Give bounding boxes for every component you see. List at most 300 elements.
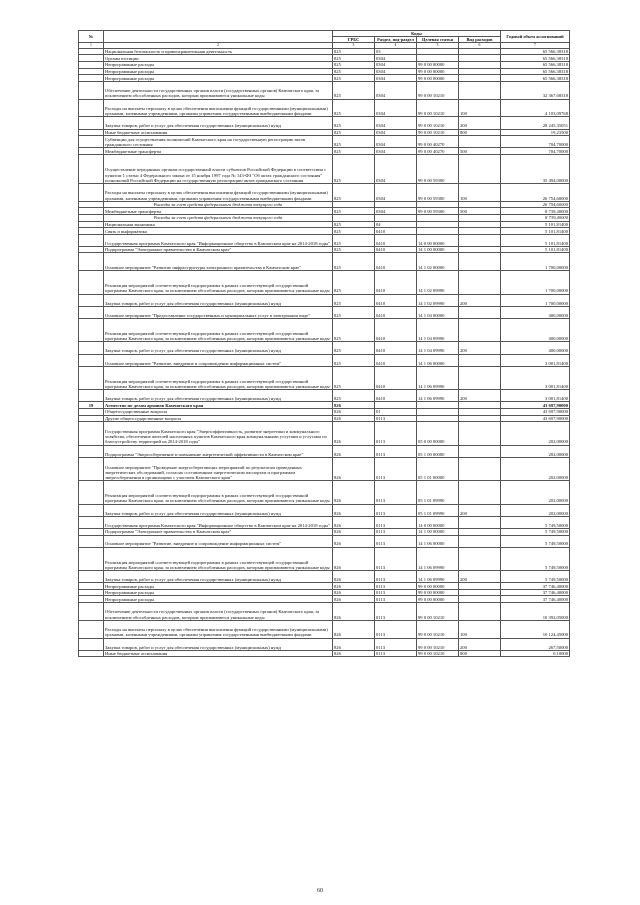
item-name: Расходы на выплаты персоналу в целях обеспечения выполнения функций государственными (муниципальными) органами, казенными учреждениями, органами управления государственными внебюджетными фондами bbox=[104, 183, 333, 201]
row-number bbox=[79, 547, 104, 570]
grbs-code: 826 bbox=[333, 620, 375, 638]
row-number bbox=[79, 246, 104, 253]
expense-type-code bbox=[459, 253, 501, 271]
table-row bbox=[79, 408, 570, 415]
grbs-code: 825 bbox=[333, 55, 375, 62]
target-code bbox=[417, 221, 459, 228]
table-row bbox=[79, 528, 570, 535]
section-code: 0410 bbox=[375, 228, 417, 235]
grbs-code: 825 bbox=[333, 294, 375, 306]
section-code: 01 bbox=[375, 408, 417, 415]
item-name: Непрограммные расходы bbox=[104, 68, 333, 75]
expense-type-code bbox=[459, 306, 501, 318]
section-code: 0304 bbox=[375, 183, 417, 201]
table-row bbox=[79, 354, 570, 366]
item-name: Основное мероприятие "Предоставление государственных и муниципальных услуг в электронном виде" bbox=[104, 306, 333, 318]
expense-type-code: 200 bbox=[459, 342, 501, 354]
budget-table bbox=[78, 30, 570, 657]
expense-type-code bbox=[459, 68, 501, 75]
row-number bbox=[79, 294, 104, 306]
grbs-code: 826 bbox=[333, 547, 375, 570]
section-code: 0304 bbox=[375, 75, 417, 82]
row-number bbox=[79, 208, 104, 215]
row-number bbox=[79, 201, 104, 208]
grbs-code: 825 bbox=[333, 366, 375, 389]
expense-type-code bbox=[459, 589, 501, 596]
expense-type-code bbox=[459, 422, 501, 445]
item-name: Закупка товаров, работ и услуг для обеспечения государственных (муниципальных) нужд bbox=[104, 117, 333, 129]
row-number bbox=[79, 596, 104, 603]
col-index: 2 bbox=[104, 43, 333, 48]
grbs-code: 825 bbox=[333, 390, 375, 402]
amount: 43 697,90000 bbox=[501, 415, 570, 422]
amount: 202,00000 bbox=[501, 422, 570, 445]
target-code bbox=[417, 55, 459, 62]
table-row bbox=[79, 154, 570, 183]
amount: 5 749,50000 bbox=[501, 516, 570, 528]
row-number bbox=[79, 583, 104, 590]
row-number bbox=[79, 516, 104, 528]
item-name: Закупка товаров, работ и услуг для обеспечения государственных (муниципальных) нужд bbox=[104, 638, 333, 650]
target-code: 99 0 00 00000 bbox=[417, 589, 459, 596]
target-code bbox=[417, 201, 459, 208]
section-code: 0304 bbox=[375, 117, 417, 129]
item-name: Непрограммные расходы bbox=[104, 589, 333, 596]
row-number bbox=[79, 183, 104, 201]
target-code: 99 0 00 10210 bbox=[417, 603, 459, 621]
target-code bbox=[417, 228, 459, 235]
amount: 3 001,81400 bbox=[501, 366, 570, 389]
amount: 28 245,35051 bbox=[501, 117, 570, 129]
item-name: Подпрограмма "Энергосбережение и повышение энергетической эффективности в Камчатском крае" bbox=[104, 445, 333, 457]
table-row bbox=[79, 75, 570, 82]
target-code: 99 0 00 10210 bbox=[417, 129, 459, 136]
target-code: 14 1 04 09990 bbox=[417, 342, 459, 354]
section-code bbox=[375, 214, 417, 221]
item-name: Расходы за счет средств федерального бюджета текущего года bbox=[104, 214, 333, 221]
item-name: Субвенции для осуществления полномочий Камчатского края на государственную регистрацию актов гражданского состояния bbox=[104, 136, 333, 148]
item-name: Закупка товаров, работ и услуг для обеспечения государственных (муниципальных) нужд bbox=[104, 571, 333, 583]
amount: 1 700,00000 bbox=[501, 271, 570, 294]
table-row bbox=[79, 81, 570, 99]
row-number bbox=[79, 81, 104, 99]
expense-type-code bbox=[459, 457, 501, 480]
item-name: Реализация мероприятий соответствующей подпрограммы в рамках соответствующей государственной программы Камчатского края, за исключением обособленных расходов, которым присваиваются уникальные коды bbox=[104, 319, 333, 342]
item-name: Закупка товаров, работ и услуг для обеспечения государственных (муниципальных) нужд bbox=[104, 390, 333, 402]
table-row bbox=[79, 402, 570, 409]
grbs-code: 825 bbox=[333, 342, 375, 354]
row-number bbox=[79, 154, 104, 183]
target-code: 99 0 00 40270 bbox=[417, 136, 459, 148]
table-row bbox=[79, 415, 570, 422]
item-name: Органы юстиции bbox=[104, 55, 333, 62]
grbs-code: 825 bbox=[333, 221, 375, 228]
expense-type-code: 200 bbox=[459, 638, 501, 650]
section-code: 03 bbox=[375, 48, 417, 55]
table-row bbox=[79, 596, 570, 603]
section-code: 0410 bbox=[375, 390, 417, 402]
item-name: Иные бюджетные ассигнования bbox=[104, 129, 333, 136]
section-code: 0113 bbox=[375, 596, 417, 603]
table-row bbox=[79, 201, 570, 208]
grbs-code: 826 bbox=[333, 596, 375, 603]
target-code bbox=[417, 402, 459, 409]
table-row bbox=[79, 99, 570, 117]
section-code: 0410 bbox=[375, 246, 417, 253]
target-code: 05 1 01 00000 bbox=[417, 457, 459, 480]
target-code: 99 0 00 00000 bbox=[417, 583, 459, 590]
table-row bbox=[79, 638, 570, 650]
table-row bbox=[79, 583, 570, 590]
table-row bbox=[79, 547, 570, 570]
grbs-code: 826 bbox=[333, 516, 375, 528]
expense-type-code: 800 bbox=[459, 129, 501, 136]
item-name: Расходы на выплаты персоналу в целях обеспечения выполнения функций государственными (муниципальными) органами, казенными учреждениями, органами управления государственными внебюджетными фондами bbox=[104, 620, 333, 638]
grbs-code: 826 bbox=[333, 650, 375, 657]
amount: 267,50000 bbox=[501, 638, 570, 650]
amount: 5 101,81400 bbox=[501, 246, 570, 253]
table-row bbox=[79, 603, 570, 621]
row-number bbox=[79, 603, 104, 621]
grbs-code: 826 bbox=[333, 422, 375, 445]
row-number bbox=[79, 228, 104, 235]
section-code: 0304 bbox=[375, 99, 417, 117]
item-name: Закупка товаров, работ и услуг для обеспечения государственных (муниципальных) нужд bbox=[104, 342, 333, 354]
expense-type-code bbox=[459, 228, 501, 235]
table-row bbox=[79, 294, 570, 306]
row-number bbox=[79, 415, 104, 422]
section-code: 0410 bbox=[375, 342, 417, 354]
row-number bbox=[79, 319, 104, 342]
section-code: 0113 bbox=[375, 571, 417, 583]
amount: 3 001,81400 bbox=[501, 354, 570, 366]
section-code: 0113 bbox=[375, 650, 417, 657]
table-row bbox=[79, 457, 570, 480]
table-row bbox=[79, 535, 570, 547]
row-number bbox=[79, 408, 104, 415]
grbs-code: 826 bbox=[333, 408, 375, 415]
grbs-code: 826 bbox=[333, 445, 375, 457]
target-code: 99 0 00 10210 bbox=[417, 99, 459, 117]
section-code: 0304 bbox=[375, 62, 417, 69]
expense-type-code bbox=[459, 402, 501, 409]
amount: 4 103,09768 bbox=[501, 99, 570, 117]
expense-type-code bbox=[459, 234, 501, 246]
item-name: Подпрограмма "Электронное правительство в Камчатском крае" bbox=[104, 246, 333, 253]
grbs-code: 825 bbox=[333, 208, 375, 215]
table-row bbox=[79, 422, 570, 445]
target-code: 99 0 00 00000 bbox=[417, 75, 459, 82]
amount: 5 749,50000 bbox=[501, 535, 570, 547]
section-code: 0113 bbox=[375, 481, 417, 504]
table-row bbox=[79, 366, 570, 389]
amount: 1 700,00000 bbox=[501, 253, 570, 271]
section-code: 0410 bbox=[375, 366, 417, 389]
expense-type-code bbox=[459, 516, 501, 528]
section-code: 0410 bbox=[375, 354, 417, 366]
row-number bbox=[79, 62, 104, 69]
amount: 37 746,40000 bbox=[501, 596, 570, 603]
grbs-code: 826 bbox=[333, 603, 375, 621]
grbs-code: 825 bbox=[333, 99, 375, 117]
expense-type-code: 200 bbox=[459, 117, 501, 129]
amount: 0,10000 bbox=[501, 650, 570, 657]
target-code bbox=[417, 408, 459, 415]
amount: 65 566,38318 bbox=[501, 48, 570, 55]
target-code: 05 0 00 00000 bbox=[417, 422, 459, 445]
expense-type-code bbox=[459, 55, 501, 62]
section-code: 0113 bbox=[375, 589, 417, 596]
section-code: 0113 bbox=[375, 528, 417, 535]
target-code: 99 0 00 10210 bbox=[417, 638, 459, 650]
section-code: 0410 bbox=[375, 306, 417, 318]
section-code: 0410 bbox=[375, 253, 417, 271]
table-row bbox=[79, 306, 570, 318]
item-name: Государственная программа Камчатского края "Информационное общество в Камчатском крае на 2014-2018 годы" bbox=[104, 234, 333, 246]
amount: 65 566,38318 bbox=[501, 68, 570, 75]
section-code: 0410 bbox=[375, 294, 417, 306]
amount: 704,70000 bbox=[501, 148, 570, 155]
target-code: 14 1 00 00000 bbox=[417, 528, 459, 535]
row-number bbox=[79, 99, 104, 117]
table-row bbox=[79, 246, 570, 253]
table-row bbox=[79, 319, 570, 342]
expense-type-code: 100 bbox=[459, 183, 501, 201]
target-code: 14 1 06 09990 bbox=[417, 366, 459, 389]
grbs-code: 825 bbox=[333, 62, 375, 69]
amount: 5 101,81400 bbox=[501, 228, 570, 235]
row-number bbox=[79, 75, 104, 82]
item-name: Закупка товаров, работ и услуг для обеспечения государственных (муниципальных) нужд bbox=[104, 504, 333, 516]
row-number bbox=[79, 221, 104, 228]
row-number bbox=[79, 117, 104, 129]
target-code: 14 0 00 00000 bbox=[417, 516, 459, 528]
item-name: Закупка товаров, работ и услуг для обеспечения государственных (муниципальных) нужд bbox=[104, 294, 333, 306]
expense-type-code bbox=[459, 603, 501, 621]
expense-type-code bbox=[459, 366, 501, 389]
amount: 37 746,40000 bbox=[501, 589, 570, 596]
section-code: 0113 bbox=[375, 638, 417, 650]
table-row bbox=[79, 214, 570, 221]
grbs-code: 826 bbox=[333, 504, 375, 516]
target-code bbox=[417, 415, 459, 422]
amount: 1 700,00000 bbox=[501, 294, 570, 306]
grbs-code: 826 bbox=[333, 528, 375, 535]
item-name: Расходы на выплаты персоналу в целях обеспечения выполнения функций государственными (муниципальными) органами, казенными учреждениями, органами управления государственными внебюджетными фондами bbox=[104, 99, 333, 117]
target-code: 99 0 00 00000 bbox=[417, 62, 459, 69]
table-row bbox=[79, 504, 570, 516]
grbs-code: 825 bbox=[333, 136, 375, 148]
target-code: 14 0 00 00000 bbox=[417, 234, 459, 246]
target-code: 14 1 06 09990 bbox=[417, 547, 459, 570]
item-name: Основное мероприятие "Проведение энергосберегающих мероприятий по результатам проведенных энергетических обследований, согласно составленным энергетическим паспортам и программам энергосбережения в организациях с участием Камчатского края" bbox=[104, 457, 333, 480]
target-code: 05 1 00 00000 bbox=[417, 445, 459, 457]
table-body bbox=[79, 48, 570, 657]
expense-type-code: 200 bbox=[459, 390, 501, 402]
target-code: 99 0 00 10210 bbox=[417, 81, 459, 99]
expense-type-code bbox=[459, 583, 501, 590]
grbs-code: 825 bbox=[333, 253, 375, 271]
item-name: Основное мероприятие "Развитие инфраструктуры электронного правительства в Камчатском крае" bbox=[104, 253, 333, 271]
section-code: 04 bbox=[375, 221, 417, 228]
target-code: 14 1 06 09990 bbox=[417, 390, 459, 402]
row-number bbox=[79, 214, 104, 221]
amount: 400,00000 bbox=[501, 319, 570, 342]
section-code: 0304 bbox=[375, 68, 417, 75]
row-number bbox=[79, 271, 104, 294]
expense-type-code: 100 bbox=[459, 99, 501, 117]
amount: 5 101,81400 bbox=[501, 221, 570, 228]
grbs-code: 826 bbox=[333, 638, 375, 650]
row-number bbox=[79, 422, 104, 445]
target-code: 14 1 06 09990 bbox=[417, 571, 459, 583]
section-code: 0410 bbox=[375, 319, 417, 342]
row-number: 19 bbox=[79, 402, 104, 409]
table-row bbox=[79, 48, 570, 55]
row-number bbox=[79, 571, 104, 583]
table-row bbox=[79, 62, 570, 69]
target-code: 99 0 00 00000 bbox=[417, 68, 459, 75]
grbs-code: 825 bbox=[333, 68, 375, 75]
row-number bbox=[79, 68, 104, 75]
row-number bbox=[79, 55, 104, 62]
target-code: 99 0 00 40270 bbox=[417, 148, 459, 155]
expense-type-code bbox=[459, 62, 501, 69]
amount: 202,00000 bbox=[501, 457, 570, 480]
row-number bbox=[79, 481, 104, 504]
item-name: Национальная безопасность и правоохранительная деятельность bbox=[104, 48, 333, 55]
row-number bbox=[79, 528, 104, 535]
table-row bbox=[79, 183, 570, 201]
item-name: Межбюджетные трансферты bbox=[104, 208, 333, 215]
section-code: 0304 bbox=[375, 136, 417, 148]
table-row bbox=[79, 445, 570, 457]
target-code: 14 1 04 00000 bbox=[417, 306, 459, 318]
grbs-code: 825 bbox=[333, 148, 375, 155]
expense-type-code bbox=[459, 354, 501, 366]
row-number bbox=[79, 535, 104, 547]
expense-type-code bbox=[459, 246, 501, 253]
target-code: 14 1 02 09990 bbox=[417, 271, 459, 294]
table-row bbox=[79, 620, 570, 638]
row-number bbox=[79, 129, 104, 136]
grbs-code: 826 bbox=[333, 583, 375, 590]
table-row bbox=[79, 253, 570, 271]
item-name: Непрограммные расходы bbox=[104, 596, 333, 603]
amount: 10 392,05000 bbox=[501, 603, 570, 621]
section-code: 0113 bbox=[375, 457, 417, 480]
expense-type-code bbox=[459, 271, 501, 294]
section-code: 0410 bbox=[375, 234, 417, 246]
row-number bbox=[79, 234, 104, 246]
amount: 65 566,38318 bbox=[501, 55, 570, 62]
section-code: 0304 bbox=[375, 129, 417, 136]
item-name: Обеспечение деятельности государственных органов власти (государственных органов) Камчатского края, за исключением обособленных расходов, которым присваиваются уникальные коды bbox=[104, 81, 333, 99]
grbs-code: 825 bbox=[333, 306, 375, 318]
expense-type-code bbox=[459, 408, 501, 415]
grbs-code: 826 bbox=[333, 535, 375, 547]
row-number bbox=[79, 650, 104, 657]
item-name: Общегосударственные вопросы bbox=[104, 408, 333, 415]
section-code: 0113 bbox=[375, 445, 417, 457]
header-num: № bbox=[79, 31, 104, 43]
table-row bbox=[79, 571, 570, 583]
amount: 26 754,60000 bbox=[501, 201, 570, 208]
amount: 202,00000 bbox=[501, 504, 570, 516]
table-row bbox=[79, 68, 570, 75]
expense-type-code bbox=[459, 319, 501, 342]
amount: 26 754,60000 bbox=[501, 183, 570, 201]
grbs-code: 825 bbox=[333, 75, 375, 82]
grbs-code: 826 bbox=[333, 481, 375, 504]
expense-type-code bbox=[459, 415, 501, 422]
grbs-code: 825 bbox=[333, 246, 375, 253]
section-code: 0304 bbox=[375, 81, 417, 99]
item-name: Связь и информатика bbox=[104, 228, 333, 235]
amount: 400,00000 bbox=[501, 342, 570, 354]
grbs-code: 825 bbox=[333, 271, 375, 294]
grbs-code: 826 bbox=[333, 415, 375, 422]
expense-type-code: 800 bbox=[459, 650, 501, 657]
target-code: 05 1 01 09990 bbox=[417, 481, 459, 504]
section-code: 0113 bbox=[375, 422, 417, 445]
amount: 35 494,00000 bbox=[501, 154, 570, 183]
item-name: Реализация мероприятий соответствующей подпрограммы в рамках соответствующей государственной программы Камчатского края, за исключением обособленных расходов, которым присваиваются уникальные коды bbox=[104, 547, 333, 570]
item-name: Подпрограмма "Электронное правительство в Камчатском крае" bbox=[104, 528, 333, 535]
expense-type-code bbox=[459, 75, 501, 82]
row-number bbox=[79, 638, 104, 650]
item-name: Другие общегосударственные вопросы bbox=[104, 415, 333, 422]
item-name: Основное мероприятие "Развитие, внедрение и сопровождение информационных систем" bbox=[104, 535, 333, 547]
section-code bbox=[375, 402, 417, 409]
col-index: 5 bbox=[417, 43, 459, 48]
amount: 19,23500 bbox=[501, 129, 570, 136]
section-code: 0113 bbox=[375, 620, 417, 638]
grbs-code: 825 bbox=[333, 117, 375, 129]
header-grbs: ГРБС bbox=[333, 37, 375, 43]
expense-type-code bbox=[459, 81, 501, 99]
table-row bbox=[79, 516, 570, 528]
amount: 65 566,38318 bbox=[501, 75, 570, 82]
item-name: Реализация мероприятий соответствующей подпрограммы в рамках соответствующей государственной программы Камчатского края, за исключением обособленных расходов, которым присваиваются уникальные коды bbox=[104, 366, 333, 389]
section-code: 0410 bbox=[375, 271, 417, 294]
section-code: 0113 bbox=[375, 516, 417, 528]
row-number bbox=[79, 342, 104, 354]
row-number bbox=[79, 589, 104, 596]
target-code: 14 1 06 00000 bbox=[417, 354, 459, 366]
row-number bbox=[79, 148, 104, 155]
row-number bbox=[79, 504, 104, 516]
table-row bbox=[79, 234, 570, 246]
amount: 43 697,90000 bbox=[501, 402, 570, 409]
amount: 10 124,45000 bbox=[501, 620, 570, 638]
row-number bbox=[79, 48, 104, 55]
table-row bbox=[79, 481, 570, 504]
row-number bbox=[79, 390, 104, 402]
row-number bbox=[79, 620, 104, 638]
target-code bbox=[417, 48, 459, 55]
table-row bbox=[79, 55, 570, 62]
amount: 3 001,81400 bbox=[501, 390, 570, 402]
row-number bbox=[79, 354, 104, 366]
table-row bbox=[79, 228, 570, 235]
header-codes: Коды bbox=[333, 31, 501, 37]
amount: 65 566,38318 bbox=[501, 62, 570, 69]
amount: 704,70000 bbox=[501, 136, 570, 148]
expense-type-code bbox=[459, 445, 501, 457]
expense-type-code bbox=[459, 528, 501, 535]
grbs-code: 825 bbox=[333, 234, 375, 246]
